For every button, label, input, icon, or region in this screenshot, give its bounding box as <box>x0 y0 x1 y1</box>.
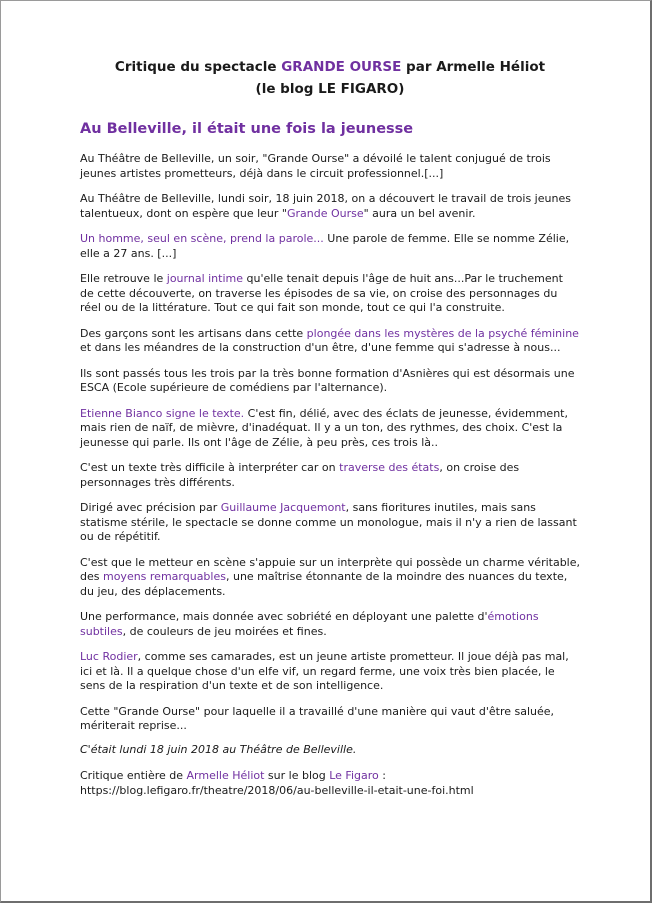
paragraph-text: Une parole de femme. Elle se nomme Zélie, elle a 27 ans. [...] <box>80 232 570 260</box>
article-paragraph <box>80 272 580 316</box>
paragraph-text: et dans les méandres de la construction d'un être, d'une femme qui s'adresse à nous... <box>80 341 561 354</box>
title-prefix: Critique du spectacle <box>114 59 282 75</box>
highlighted-text: émotions subtiles <box>80 610 539 638</box>
article-paragraph <box>80 152 580 181</box>
article-paragraph <box>80 556 580 600</box>
paragraph-text: , on croise des personnages très différents. <box>80 461 520 489</box>
paragraph-text: Au Théâtre de Belleville, lundi soir, 18 juin 2018, on a découvert le travail de trois jeunes talentueux, dont on espère que leur " <box>80 192 571 220</box>
highlighted-text: Etienne Bianco signe le texte. <box>80 406 245 420</box>
source-line <box>80 769 580 784</box>
article-paragraph <box>80 610 580 639</box>
article-paragraph <box>80 327 580 356</box>
paragraph-text: Cette "Grande Ourse" pour laquelle il a travaillé d'une manière qui vaut d'être saluée, mériterait reprise... <box>80 704 555 732</box>
highlighted-text: Luc Rodier <box>80 650 138 663</box>
article-paragraphs <box>80 152 580 734</box>
document-title <box>80 56 580 100</box>
article-paragraph <box>80 232 580 261</box>
article-paragraph <box>80 192 580 221</box>
article-paragraph <box>80 367 580 396</box>
highlighted-text: Guillaume Jacquemont <box>220 501 346 514</box>
paragraph-text: qu'elle tenait depuis l'âge de huit ans...Par le truchement de cette découverte, on traverse les épisodes de sa vie, on croise des personnages du réel ou de la littérature. Tout ce qui fait son monde, tout ce qui l'a construite. <box>80 272 563 314</box>
article-paragraph <box>80 501 580 545</box>
paragraph-text: Une performance, mais donnée avec sobriété en déployant une palette d' <box>80 610 488 623</box>
source-middle: sur le blog <box>264 769 330 782</box>
source-prefix: Critique entière de <box>80 769 187 782</box>
highlighted-text: moyens remarquables <box>102 570 226 583</box>
article-paragraph <box>80 461 580 490</box>
highlighted-text: journal intime <box>166 272 243 285</box>
source-suffix: : <box>378 769 386 782</box>
paragraph-text: Au Théâtre de Belleville, un soir, "Grande Ourse" a dévoilé le talent conjugué de trois jeunes artistes prometteurs, déjà dans le circuit professionnel.[...] <box>80 152 551 180</box>
paragraph-text: Des garçons sont les artisans dans cette <box>80 326 307 340</box>
date-line: C'était lundi 18 juin 2018 au Théâtre de Belleville. <box>80 742 357 756</box>
paragraph-text: , de couleurs de jeu moirées et fines. <box>122 624 327 638</box>
paragraph-text: Dirigé avec précision par <box>80 501 221 514</box>
source-author: Armelle Héliot <box>186 769 265 782</box>
paragraph-text: , comme ses camarades, est un jeune artiste prometteur. Il joue déjà pas mal, ici et là. Il a quelque chose d'un elfe vif, un regard ferme, une voix très bien placée, le sens de la respiration d'un texte et de son intelligence. <box>80 650 569 692</box>
highlighted-text: traverse des états <box>339 461 440 474</box>
paragraph-text: , sans fioritures inutiles, mais sans statisme stérile, le spectacle se donne comme un monologue, mais il n'y a rien de lassant ou de répétitif. <box>80 501 577 543</box>
paragraph-text: C'est un texte très difficile à interpréter car on <box>80 461 340 474</box>
paragraph-text: " aura un bel avenir. <box>363 206 476 220</box>
highlighted-text: Grande Ourse <box>286 206 364 220</box>
highlighted-text: plongée dans les mystères de la psyché féminine <box>306 326 579 340</box>
paragraph-text: C'est que le metteur en scène s'appuie sur un interprète qui possède un charme véritable, des <box>80 555 581 583</box>
title-show-name: GRANDE OURSE <box>281 59 402 75</box>
article-heading: Au Belleville, il était une fois la jeunesse <box>80 121 414 137</box>
article-paragraph <box>80 705 580 734</box>
source-blog: Le Figaro <box>329 769 379 782</box>
highlighted-text: Un homme, seul en scène, prend la parole... <box>80 232 324 245</box>
paragraph-text: , une maîtrise étonnante de la moindre des nuances du texte, du jeu, des déplacements. <box>80 570 568 598</box>
paragraph-text: C'est fin, délié, avec des éclats de jeunesse, évidemment, mais rien de naïf, de mièvre, d'inadéquat. Il y a un ton, des rythmes, des choix. C'est la jeunesse qui parle. Ils ont l'âge de Zélie, à peu près, ces trois là.. <box>80 406 568 449</box>
title-subtitle: (le blog LE FIGARO) <box>255 81 405 97</box>
article-paragraph <box>80 650 580 694</box>
article-paragraph <box>80 407 580 451</box>
title-suffix: par Armelle Héliot <box>401 59 546 75</box>
document-body <box>80 56 580 798</box>
paragraph-text: Elle retrouve le <box>80 272 167 285</box>
source-url[interactable]: https://blog.lefigaro.fr/theatre/2018/06/au-belleville-il-etait-une-foi.html <box>80 783 474 797</box>
paragraph-text: Ils sont passés tous les trois par la très bonne formation d'Asnières qui est désormais une ESCA (Ecole supérieure de comédiens par l'alternance). <box>80 366 575 394</box>
